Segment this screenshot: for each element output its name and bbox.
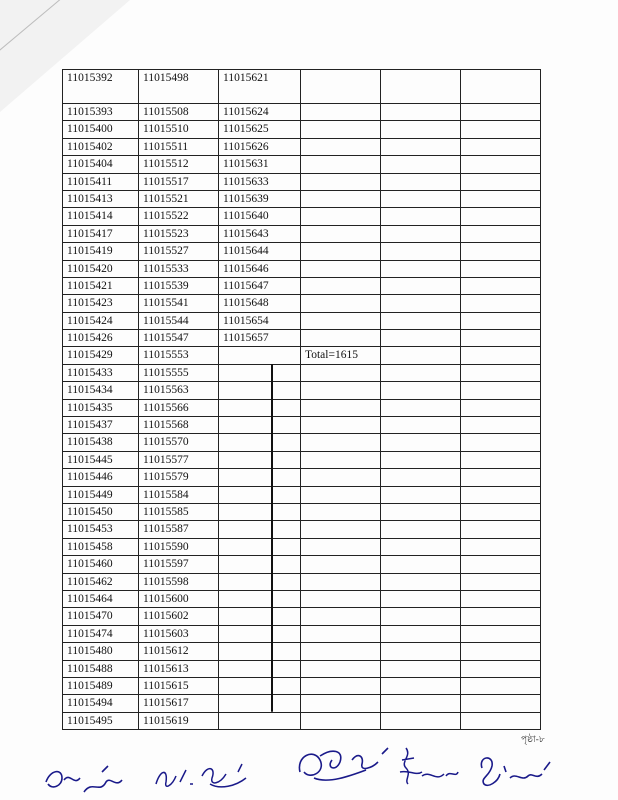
table-cell [381,660,461,677]
table-cell [301,625,381,642]
table-cell [381,399,461,416]
table-cell: 11015563 [139,382,219,399]
table-cell [381,70,461,104]
table-cell [461,573,541,590]
table-cell: 11015643 [219,225,301,242]
table-cell [301,138,381,155]
table-cell: 11015445 [63,451,139,468]
table-row [63,312,541,329]
table-cell [301,312,381,329]
table-cell [381,277,461,294]
table-cell [219,625,301,642]
table-cell [461,208,541,225]
table-cell [219,382,301,399]
table-cell: 11015533 [139,260,219,277]
table-cell [461,695,541,712]
table-cell: 11015424 [63,312,139,329]
table-cell: Total=1615 [301,347,381,364]
table-cell [301,486,381,503]
table-cell [219,521,301,538]
table-cell [461,312,541,329]
table-cell: 11015433 [63,364,139,381]
table-cell: 11015648 [219,295,301,312]
table-row [63,486,541,503]
table-cell [461,417,541,434]
table-row [63,538,541,555]
table-cell [461,469,541,486]
table-cell [381,538,461,555]
table-cell [461,243,541,260]
table-cell: 11015584 [139,486,219,503]
table-cell [461,486,541,503]
table-cell: 11015647 [219,277,301,294]
table-cell [461,503,541,520]
table-cell [301,121,381,138]
table-cell [301,573,381,590]
table-cell [461,521,541,538]
table-cell: 11015646 [219,260,301,277]
table-cell [219,538,301,555]
table-row [63,190,541,207]
table-cell [461,330,541,347]
table-row [63,243,541,260]
table-cell [219,608,301,625]
table-cell: 11015393 [63,104,139,121]
table-cell [219,399,301,416]
table-cell [219,695,301,712]
table-row [63,330,541,347]
table-cell: 11015480 [63,643,139,660]
table-cell [219,347,301,364]
table-cell [381,295,461,312]
table-cell: 11015600 [139,590,219,607]
table-cell [301,330,381,347]
table-cell [219,417,301,434]
table-cell [219,469,301,486]
table-cell: 11015423 [63,295,139,312]
handwritten-strike-line [271,364,273,712]
id-number-table [62,69,541,730]
table-cell [461,295,541,312]
table-cell [381,190,461,207]
table-cell [381,503,461,520]
table-cell [381,451,461,468]
table-cell: 11015419 [63,243,139,260]
table-cell: 11015512 [139,156,219,173]
table-cell [301,660,381,677]
table-cell [461,625,541,642]
table-cell: 11015460 [63,556,139,573]
table-cell [381,434,461,451]
table-cell [301,677,381,694]
table-row [63,70,541,104]
table-cell [301,208,381,225]
table-cell: 11015621 [219,70,301,104]
table-cell: 11015508 [139,104,219,121]
table-cell [381,260,461,277]
table-cell [461,347,541,364]
table-cell [461,712,541,729]
table-cell [381,347,461,364]
table-cell: 11015579 [139,469,219,486]
table-cell: 11015498 [139,70,219,104]
table-row [63,521,541,538]
table-cell [219,573,301,590]
table-cell: 11015527 [139,243,219,260]
table-cell: 11015603 [139,625,219,642]
table-cell [381,695,461,712]
table-cell [461,277,541,294]
table-cell: 11015510 [139,121,219,138]
table-cell [381,364,461,381]
table-cell [301,382,381,399]
table-cell [461,451,541,468]
table-cell: 11015402 [63,138,139,155]
table-cell [381,608,461,625]
table-cell [381,590,461,607]
table-row [63,556,541,573]
table-cell: 11015404 [63,156,139,173]
table-cell: 11015566 [139,399,219,416]
table-cell: 11015625 [219,121,301,138]
table-cell: 11015617 [139,695,219,712]
table-cell [301,608,381,625]
table-cell: 11015597 [139,556,219,573]
table-cell [301,417,381,434]
page-number: পৃষ্ঠা-৮ [521,735,545,745]
table-cell [301,590,381,607]
table-cell: 11015585 [139,503,219,520]
table-cell [461,225,541,242]
table-cell [219,643,301,660]
table-row [63,677,541,694]
table-row [63,156,541,173]
table-cell [301,643,381,660]
table-cell [219,486,301,503]
table-cell [301,104,381,121]
table-cell [381,225,461,242]
table-cell: 11015464 [63,590,139,607]
table-cell: 11015555 [139,364,219,381]
table-cell [381,625,461,642]
table-cell [461,260,541,277]
table-cell [461,121,541,138]
table-row [63,399,541,416]
table-row [63,503,541,520]
table-row [63,364,541,381]
table-cell [381,121,461,138]
table-cell [381,173,461,190]
table-cell: 11015547 [139,330,219,347]
table-row [63,104,541,121]
table-cell: 11015633 [219,173,301,190]
table-row [63,660,541,677]
table-cell: 11015640 [219,208,301,225]
table-cell [461,643,541,660]
table-cell: 11015470 [63,608,139,625]
table-cell: 11015657 [219,330,301,347]
table-cell [219,503,301,520]
table-cell [301,156,381,173]
table-cell: 11015587 [139,521,219,538]
table-cell [219,451,301,468]
table-row [63,643,541,660]
table-cell [301,695,381,712]
table-cell [461,138,541,155]
table-cell: 11015420 [63,260,139,277]
table-cell [461,364,541,381]
table-cell: 11015453 [63,521,139,538]
table-cell [301,70,381,104]
table-cell: 11015626 [219,138,301,155]
table-cell [301,364,381,381]
table-cell: 11015392 [63,70,139,104]
table-cell: 11015462 [63,573,139,590]
table-row [63,434,541,451]
table-cell [301,538,381,555]
table-cell [381,573,461,590]
table-cell: 11015631 [219,156,301,173]
table-cell [219,556,301,573]
table-cell: 11015414 [63,208,139,225]
table-cell [219,364,301,381]
table-cell: 11015644 [219,243,301,260]
table-cell [381,712,461,729]
table-cell: 11015474 [63,625,139,642]
signature-2 [150,756,280,796]
table-cell: 11015411 [63,173,139,190]
table-row [63,347,541,364]
table-row [63,208,541,225]
table-cell: 11015449 [63,486,139,503]
table-cell [381,156,461,173]
table-cell [301,503,381,520]
table-cell [381,486,461,503]
table-cell: 11015400 [63,121,139,138]
table-cell [301,521,381,538]
signature-4 [392,742,462,788]
table-cell: 11015544 [139,312,219,329]
table-cell [301,434,381,451]
table-cell [219,677,301,694]
table-cell [219,712,301,729]
table-cell: 11015619 [139,712,219,729]
table-cell: 11015494 [63,695,139,712]
table-cell [301,469,381,486]
table-row [63,121,541,138]
table-cell: 11015489 [63,677,139,694]
table-row [63,608,541,625]
table-row [63,590,541,607]
table-row [63,277,541,294]
table-cell [461,190,541,207]
table-cell: 11015458 [63,538,139,555]
table-cell: 11015426 [63,330,139,347]
table-cell [381,417,461,434]
table-cell [461,677,541,694]
table-cell [381,312,461,329]
table-cell: 11015615 [139,677,219,694]
table-cell [381,330,461,347]
table-cell [461,660,541,677]
table-cell: 11015568 [139,417,219,434]
table-row [63,260,541,277]
table-cell [301,243,381,260]
table-cell: 11015495 [63,712,139,729]
table-cell: 11015417 [63,225,139,242]
table-cell [381,208,461,225]
table-cell: 11015598 [139,573,219,590]
table-cell [461,590,541,607]
signature-3 [292,742,402,792]
table-row [63,295,541,312]
table-cell: 11015421 [63,277,139,294]
signature-1 [40,752,135,800]
table-cell: 11015577 [139,451,219,468]
table-row [63,173,541,190]
table-cell: 11015517 [139,173,219,190]
table-cell [301,556,381,573]
table-row [63,382,541,399]
table-cell [301,260,381,277]
table-cell [461,382,541,399]
table-cell [461,608,541,625]
table-row [63,225,541,242]
table-cell [301,173,381,190]
table-row [63,451,541,468]
table-cell [381,243,461,260]
table-row [63,138,541,155]
table-cell [461,538,541,555]
table-cell [301,712,381,729]
table-cell: 11015639 [219,190,301,207]
signature-5 [470,748,560,792]
table-cell: 11015553 [139,347,219,364]
table-cell: 11015541 [139,295,219,312]
table-cell [461,173,541,190]
table-cell [301,225,381,242]
table-cell [301,451,381,468]
table-cell: 11015612 [139,643,219,660]
table-cell [381,556,461,573]
table-cell [301,277,381,294]
table-row [63,695,541,712]
table-cell [219,590,301,607]
table-cell: 11015521 [139,190,219,207]
table-cell [381,677,461,694]
table-cell: 11015413 [63,190,139,207]
table-cell [381,382,461,399]
table-cell: 11015511 [139,138,219,155]
table-row [63,417,541,434]
table-cell: 11015613 [139,660,219,677]
table-cell [461,70,541,104]
table-cell [461,156,541,173]
table-row [63,469,541,486]
table-cell [381,521,461,538]
table-cell [301,295,381,312]
table-cell: 11015654 [219,312,301,329]
table-cell: 11015450 [63,503,139,520]
table-cell: 11015539 [139,277,219,294]
table-cell: 11015590 [139,538,219,555]
table-cell: 11015488 [63,660,139,677]
table-cell [381,469,461,486]
table-cell: 11015523 [139,225,219,242]
table-cell: 11015437 [63,417,139,434]
table-cell: 11015522 [139,208,219,225]
table-row [63,573,541,590]
table-row [63,625,541,642]
table-cell [461,556,541,573]
table-cell [381,138,461,155]
table-cell [381,643,461,660]
table-cell [381,104,461,121]
table-cell: 11015446 [63,469,139,486]
table-body [63,70,541,730]
table-cell: 11015570 [139,434,219,451]
table-cell [461,399,541,416]
table-cell [461,434,541,451]
table-cell [301,190,381,207]
table-cell: 11015624 [219,104,301,121]
table-row [63,712,541,729]
table-cell: 11015429 [63,347,139,364]
table-cell: 11015434 [63,382,139,399]
table-cell: 11015438 [63,434,139,451]
table-cell [219,434,301,451]
table-cell: 11015602 [139,608,219,625]
table-cell: 11015435 [63,399,139,416]
table-cell [219,660,301,677]
table-cell [301,399,381,416]
table-cell [461,104,541,121]
